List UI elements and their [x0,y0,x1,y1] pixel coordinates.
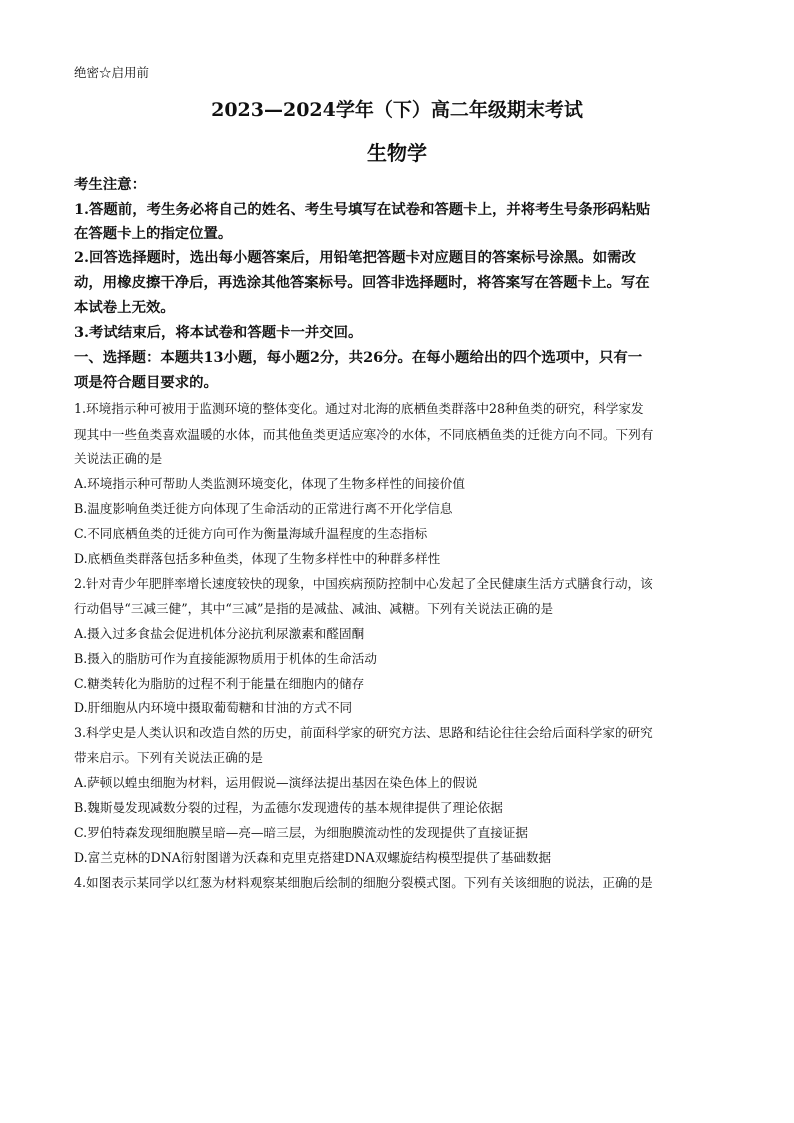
notice-item-1-cont: 在答题卡上的指定位置。 [74,225,233,242]
question-2-option-d: D.肝细胞从内环境中摄取葡萄糖和甘油的方式不同 [74,700,353,715]
question-3-stem: 3.科学史是人类认识和改造自然的历史，前面科学家的研究方法、思路和结论往往会给后面科学家的研究 [74,725,653,740]
section-heading: 一、选择题：本题共13小题，每小题2分，共26分。在每小题给出的四个选项中，只有一 [74,349,643,366]
notice-item-2-cont: 动，用橡皮擦干净后，再选涂其他答案标号。回答非选择题时，将答案写在答题卡上。写在 [74,274,650,291]
question-2-option-a: A.摄入过多食盐会促进机体分泌抗利尿激素和醛固酮 [74,626,365,641]
section-heading-cont: 项是符合题目要求的。 [74,374,218,391]
question-1-stem: 关说法正确的是 [74,451,163,466]
exam-title: 2023—2024学年（下）高二年级期末考试 [211,99,583,121]
notice-item-2-cont2: 本试卷上无效。 [74,299,175,316]
question-3-option-d: D.富兰克林的DNA衍射图谱为沃森和克里克搭建DNA双螺旋结构模型提供了基础数据 [74,850,552,865]
notice-item-2: 2.回答选择题时，选出每小题答案后，用铅笔把答题卡对应题目的答案标号涂黑。如需改 [74,249,636,266]
question-3-option-a: A.萨顿以蝗虫细胞为材料，运用假说—演绎法提出基因在染色体上的假说 [74,775,478,790]
question-3-stem: 带来启示。下列有关说法正确的是 [74,750,263,765]
question-3-option-c: C.罗伯特森发现细胞膜呈暗—亮—暗三层，为细胞膜流动性的发现提供了直接证据 [74,825,528,840]
question-4-stem: 4.如图表示某同学以红葱为材料观察某细胞后绘制的细胞分裂模式图。下列有关该细胞的说法，正确的是 [74,875,653,890]
question-2-option-b: B.摄入的脂肪可作为直接能源物质用于机体的生命活动 [74,651,377,666]
subject-title: 生物学 [367,141,427,165]
question-1-option-a: A.环境指示种可帮助人类监测环境变化，体现了生物多样性的间接价值 [74,476,465,491]
question-3-option-b: B.魏斯曼发现减数分裂的过程，为孟德尔发现遗传的基本规律提供了理论依据 [74,800,503,815]
question-2-stem: 行动倡导“三减三健”，其中“三减”是指的是减盐、减油、减糖。下列有关说法正确的是 [74,601,554,616]
notice-item-1: 1.答题前，考生务必将自己的姓名、考生号填写在试卷和答题卡上，并将考生号条形码粘贴 [74,201,651,218]
question-1-stem: 1.环境指示种可被用于监测环境的整体变化。通过对北海的底栖鱼类群落中28种鱼类的研究，科学家发 [74,401,644,416]
question-1-option-d: D.底栖鱼类群落包括多种鱼类，体现了生物多样性中的种群多样性 [74,551,441,566]
question-1-stem: 现其中一些鱼类喜欢温暖的水体，而其他鱼类更适应寒冷的水体，不同底栖鱼类的迁徙方向不同。下列有 [74,427,654,442]
notice-item-3: 3.考试结束后，将本试卷和答题卡一并交回。 [74,324,363,341]
question-2-option-c: C.糖类转化为脂肪的过程不利于能量在细胞内的储存 [74,676,365,691]
question-2-stem: 2.针对青少年肥胖率增长速度较快的现象，中国疾病预防控制中心发起了全民健康生活方式膳食行动，该 [74,576,653,591]
notice-heading: 考生注意： [74,176,146,193]
question-1-option-c: C.不同底栖鱼类的迁徙方向可作为衡量海域升温程度的生态指标 [74,526,428,541]
question-1-option-b: B.温度影响鱼类迁徙方向体现了生命活动的正常进行离不开化学信息 [74,501,453,516]
secret-label: 绝密☆启用前 [74,65,150,80]
